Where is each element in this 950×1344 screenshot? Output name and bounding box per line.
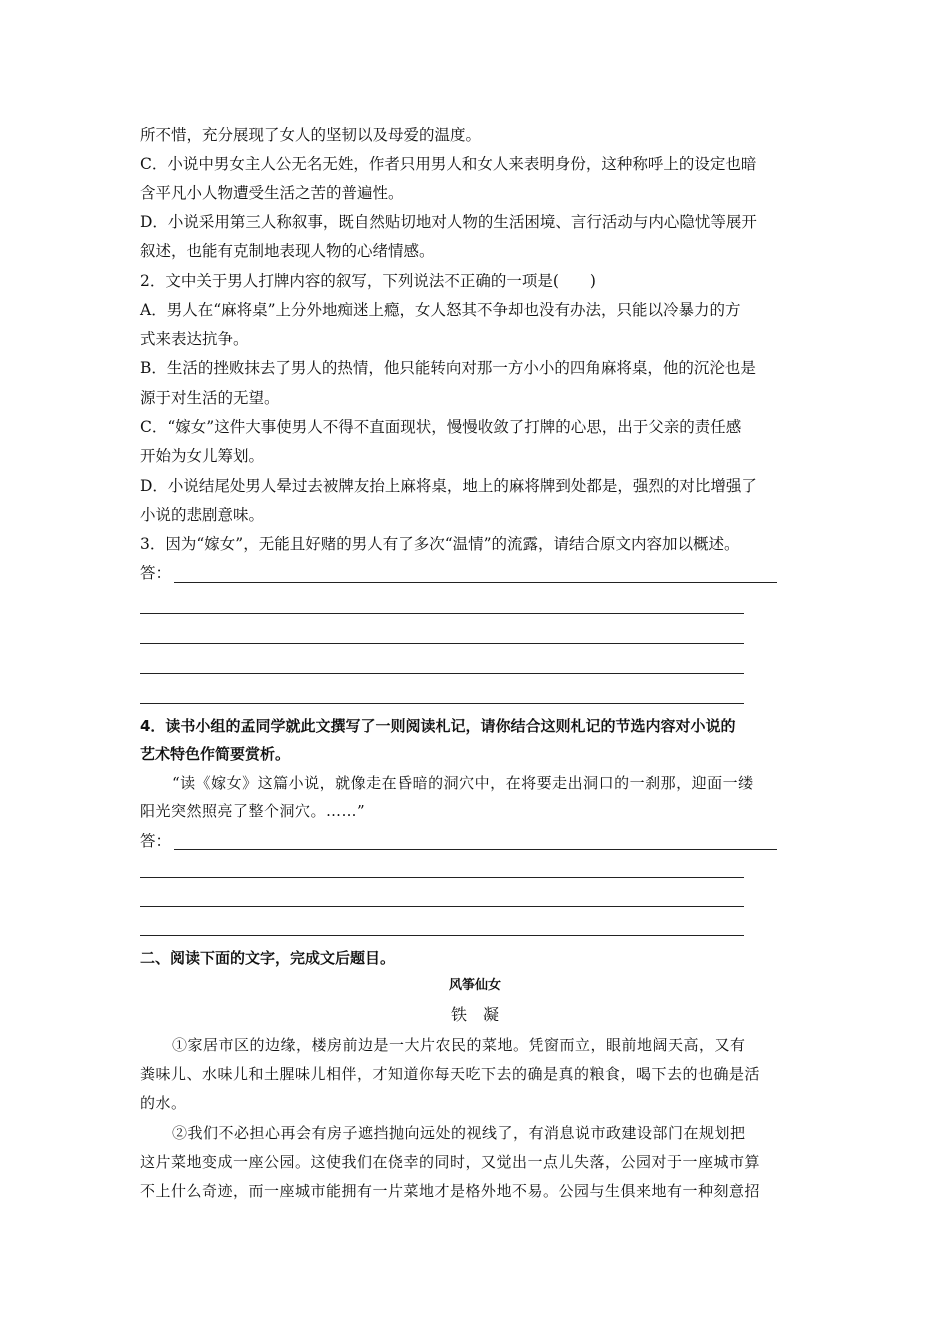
question-4: 4．读书小组的孟同学就此文撰写了一则阅读札记，请你结合这则札记的节选内容对小说的 — [140, 717, 736, 735]
reading-note-quote: 阳光突然照亮了整个洞穴。……” — [140, 802, 366, 820]
text-line: 式来表达抗争。 — [140, 330, 249, 348]
answer-label: 答： — [140, 564, 172, 582]
option-c-line: C．“嫁女”这件大事使男人不得不直面现状，慢慢收敛了打牌的心思，出于父亲的责任感 — [140, 418, 742, 436]
text-line: 所不惜，充分展现了女人的坚韧以及母爱的温度。 — [140, 126, 482, 144]
option-a-line: A．男人在“麻将桌”上分外地痴迷上瘾，女人怒其不争却也没有办法，只能以冷暴力的方 — [140, 301, 741, 319]
paragraph-line: ①家居市区的边缘，楼房前边是一大片农民的菜地。凭窗而立，眼前地阔天高，又有 — [172, 1036, 746, 1054]
answer-line[interactable] — [140, 673, 744, 674]
answer-line[interactable] — [140, 613, 744, 614]
answer-line[interactable] — [140, 703, 744, 704]
answer-line[interactable] — [140, 906, 744, 907]
answer-line[interactable] — [140, 877, 744, 878]
option-b-line: B．生活的挫败抹去了男人的热情，他只能转向对那一方小小的四角麻将桌，他的沉沦也是 — [140, 359, 756, 377]
reading-note-quote: “读《嫁女》这篇小说，就像走在昏暗的洞穴中，在将要走出洞口的一刹那，迎面一缕 — [172, 774, 754, 792]
paragraph-line: 的水。 — [140, 1094, 187, 1112]
text-line: 小说的悲剧意味。 — [140, 506, 265, 524]
answer-line[interactable] — [174, 582, 777, 583]
text-line: 叙述，也能有克制地表现人物的心绪情感。 — [140, 242, 435, 260]
question-3: 3．因为“嫁女”，无能且好赌的男人有了多次“温情”的流露，请结合原文内容加以概述。 — [140, 535, 740, 553]
answer-line[interactable] — [140, 643, 744, 644]
text-line: 源于对生活的无望。 — [140, 389, 280, 407]
paragraph-line: ②我们不必担心再会有房子遮挡抛向远处的视线了，有消息说市政建设部门在规划把 — [172, 1124, 746, 1142]
answer-label: 答： — [140, 832, 172, 850]
paragraph-line: 粪味儿、水味儿和土腥味儿相伴，才知道你每天吃下去的确是真的粮食，喝下去的也确是活 — [140, 1065, 761, 1083]
option-c-line: C．小说中男女主人公无名无姓，作者只用男人和女人来表明身份，这种称呼上的设定也暗 — [140, 155, 757, 173]
option-d-line: D．小说采用第三人称叙事，既自然贴切地对人物的生活困境、言行活动与内心隐忧等展开 — [140, 213, 757, 231]
text-line: 开始为女儿筹划。 — [140, 447, 265, 465]
text-line: 含平凡小人物遭受生活之苦的普遍性。 — [140, 184, 404, 202]
paragraph-line: 不上什么奇迹，而一座城市能拥有一片菜地才是格外地不易。公园与生俱来地有一种刻意招 — [140, 1182, 761, 1200]
article-author: 铁 凝 — [450, 1005, 499, 1024]
article-title: 风筝仙女 — [448, 978, 501, 993]
answer-line[interactable] — [174, 849, 777, 850]
question-2: 2．文中关于男人打牌内容的叙写，下列说法不正确的一项是( ) — [140, 272, 596, 290]
question-4-cont: 艺术特色作简要赏析。 — [140, 745, 291, 763]
paragraph-line: 这片菜地变成一座公园。这使我们在侥幸的同时，又觉出一点儿失落，公园对于一座城市算 — [140, 1153, 761, 1171]
section-heading: 二、阅读下面的文字，完成文后题目。 — [140, 949, 396, 967]
answer-line[interactable] — [140, 935, 744, 936]
option-d-line: D．小说结尾处男人晕过去被牌友抬上麻将桌，地上的麻将牌到处都是，强烈的对比增强了 — [140, 477, 757, 495]
